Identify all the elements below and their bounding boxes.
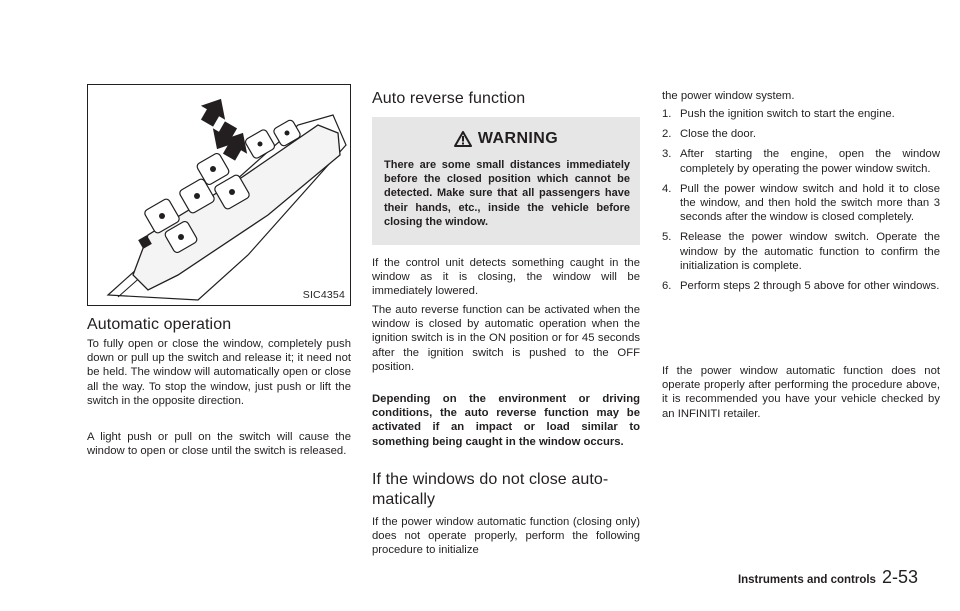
- automatic-paragraph-1: To fully open or close the window, completely push down or pull up the switch and release it; it need not be held. The window will automatically open or close all the way. To stop the window, just push or lift the switch in the opposite direction.: [87, 338, 351, 407]
- auto-reverse-paragraph-2: The auto reverse function can be activated when the window is closed by automatic operation when the ignition switch is in the ON position or for 45 seconds after the ignition switch is pushed to the OFF position.: [372, 304, 640, 373]
- auto-reverse-paragraph-1: If the control unit detects something caught in the window as it is closing, the window will be immediately lowered.: [372, 257, 640, 298]
- initialization-steps: [662, 107, 940, 299]
- figure-caption: SIC4354: [302, 289, 345, 301]
- step-item: 6. Perform steps 2 through 5 above for other windows.: [662, 280, 940, 293]
- warning-text: There are some small distances immediately before the closed position which cannot be detected. Make sure that all passengers have their hands, etc., inside the vehicle before closing the window.: [384, 159, 630, 228]
- footer-section-title: Instruments and controls: [737, 574, 876, 586]
- not-close-paragraph-2: If the power window automatic function does not operate properly after performing the procedure above, it is recommended you have your vehicle checked by an INFINITI retailer.: [662, 365, 940, 420]
- warning-header: [372, 127, 640, 151]
- page-number: 2-53: [881, 567, 918, 587]
- not-close-paragraph-1: If the power window automatic function (closing only) does not operate properly, perform the following procedure to initialize: [372, 516, 640, 557]
- step-item: 4. Pull the power window switch and hold it to close the window, and then hold the switch more than 3 seconds after the window is closed completely.: [662, 182, 940, 224]
- warning-triangle-icon: [454, 131, 472, 147]
- heading-windows-not-close-line1: If the windows do not close auto-: [372, 471, 609, 488]
- step-item: 3. After starting the engine, open the window completely by operating the power window switch.: [662, 148, 940, 175]
- auto-reverse-paragraph-3: Depending on the environment or driving conditions, the auto reverse function may be activated if an impact or load similar to something being caught in the window occurs.: [372, 393, 640, 448]
- step-item: 1. Push the ignition switch to start the engine.: [662, 108, 895, 120]
- not-close-paragraph-1-continued: the power window system.: [662, 90, 795, 102]
- heading-auto-reverse: Auto reverse function: [372, 90, 526, 107]
- step-item: 2. Close the door.: [662, 128, 756, 141]
- page-footer: [738, 567, 918, 588]
- figure-window-switch: [87, 84, 351, 306]
- window-switch-illustration: [88, 85, 350, 305]
- warning-box: [372, 117, 640, 245]
- step-item: 5. Release the power window switch. Operate the window by the automatic function to confirm the initialization is complete.: [662, 231, 940, 272]
- heading-windows-not-close-line2: matically: [372, 491, 436, 508]
- heading-automatic-operation: Automatic operation: [87, 316, 232, 333]
- warning-title: WARNING: [477, 130, 559, 147]
- automatic-paragraph-2: A light push or pull on the switch will cause the window to open or close until the switch is released.: [87, 431, 351, 458]
